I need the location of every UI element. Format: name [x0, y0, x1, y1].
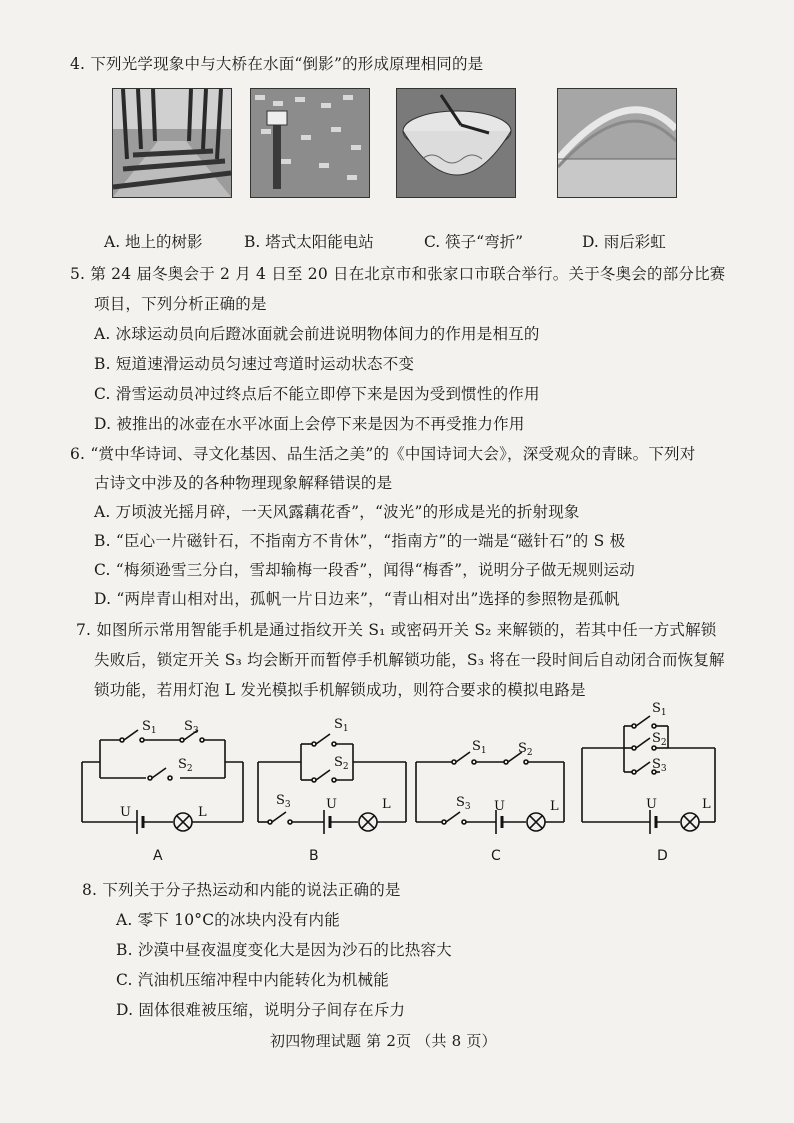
q6-option-c: C. “梅须逊雪三分白，雪却输梅一段香”，闻得“梅香”，说明分子做无规则运动 — [94, 561, 635, 579]
circuit-b-u-label: U — [326, 797, 337, 812]
circuit-a-diagram — [80, 700, 245, 835]
q8-option-a: A. 零下 10°C的冰块内没有内能 — [116, 911, 340, 929]
circuit-a-l-label: L — [198, 805, 207, 820]
photo-chopsticks-bowl — [396, 88, 516, 198]
circuit-b-s1-label: $S_1$ — [334, 717, 349, 734]
q5-option-a: A. 冰球运动员向后蹬冰面就会前进说明物体间力的作用是相互的 — [94, 325, 540, 343]
q5-stem-line1: 5. 第 24 届冬奥会于 2 月 4 日至 20 日在北京市和张家口市联合举行。关于冬奥会的部分比赛 — [70, 265, 726, 283]
photo-rainbow — [557, 88, 677, 198]
q4-option-b: B. 塔式太阳能电站 — [244, 233, 374, 251]
circuit-a-label: A — [153, 848, 163, 864]
circuit-d-s2-label: $S_2$ — [652, 731, 667, 748]
circuit-c-diagram — [414, 700, 569, 835]
circuit-a-s2-label: $S_2$ — [178, 757, 193, 774]
circuit-a-s3-label: $S_3$ — [184, 719, 199, 736]
circuit-d-diagram — [580, 700, 720, 835]
photo-solar-tower — [250, 88, 370, 198]
circuit-c-s1-label: $S_1$ — [472, 739, 487, 756]
q7-stem-line3: 锁功能，若用灯泡 L 发光模拟手机解锁成功，则符合要求的模拟电路是 — [94, 681, 586, 699]
circuit-b-diagram — [256, 700, 411, 835]
q4-option-a: A. 地上的树影 — [104, 233, 203, 251]
circuit-a-s1-label: $S_1$ — [142, 719, 157, 736]
q6-option-d: D. “两岸青山相对出，孤帆一片日边来”，“青山相对出”选择的参照物是孤帆 — [94, 590, 620, 608]
q4-option-c: C. 筷子“弯折” — [424, 233, 524, 251]
q7-stem-line1: 7. 如图所示常用智能手机是通过指纹开关 S₁ 或密码开关 S₂ 来解锁的，若其中任一方式解锁 — [76, 621, 717, 639]
photo-tree-shadows — [112, 88, 232, 198]
circuit-c-l-label: L — [550, 799, 559, 814]
q8-stem: 8. 下列关于分子热运动和内能的说法正确的是 — [82, 881, 401, 899]
circuit-c-u-label: U — [494, 799, 505, 814]
q5-option-b: B. 短道速滑运动员匀速过弯道时运动状态不变 — [94, 355, 415, 373]
circuit-d-s3-label: $S_3$ — [652, 757, 667, 774]
circuit-d-s1-label: $S_1$ — [652, 701, 667, 718]
circuit-b-label: B — [309, 848, 319, 864]
q8-option-c: C. 汽油机压缩冲程中内能转化为机械能 — [116, 971, 389, 989]
q5-stem-line2: 项目，下列分析正确的是 — [94, 295, 267, 313]
circuit-b-l-label: L — [382, 797, 391, 812]
circuit-b-s2-label: $S_2$ — [334, 755, 349, 772]
circuit-b-s3-label: $S_3$ — [276, 793, 291, 810]
q8-option-d: D. 固体很难被压缩，说明分子间存在斥力 — [116, 1001, 406, 1019]
q6-stem-line2: 古诗文中涉及的各种物理现象解释错误的是 — [94, 474, 393, 492]
q7-stem-line2: 失败后，锁定开关 S₃ 均会断开而暂停手机解锁功能，S₃ 将在一段时间后自动闭合而恢复解 — [94, 651, 725, 669]
circuit-c-s2-label: $S_2$ — [518, 741, 533, 758]
q6-stem-line1: 6. “赏中华诗词、寻文化基因、品生活之美”的《中国诗词大会》，深受观众的青睐。下列对 — [70, 445, 696, 463]
q6-option-a: A. 万顷波光摇月碎，一天风露藕花香”，“波光”的形成是光的折射现象 — [94, 503, 580, 521]
page-footer: 初四物理试题 第 2页 （共 8 页） — [270, 1032, 497, 1050]
circuit-c-label: C — [491, 848, 501, 864]
q4-stem: 4. 下列光学现象中与大桥在水面“倒影”的形成原理相同的是 — [70, 55, 484, 73]
q5-option-d: D. 被推出的冰壶在水平冰面上会停下来是因为不再受推力作用 — [94, 415, 525, 433]
circuit-d-l-label: L — [702, 797, 711, 812]
circuit-c-s3-label: $S_3$ — [456, 795, 471, 812]
circuit-a-u-label: U — [120, 805, 131, 820]
circuit-d-u-label: U — [646, 797, 657, 812]
q8-option-b: B. 沙漠中昼夜温度变化大是因为沙石的比热容大 — [116, 941, 452, 959]
circuit-d-label: D — [657, 848, 668, 864]
q6-option-b: B. “臣心一片磁针石，不指南方不肯休”，“指南方”的一端是“磁针石”的 S 极 — [94, 532, 626, 550]
q4-option-d: D. 雨后彩虹 — [582, 233, 666, 251]
q5-option-c: C. 滑雪运动员冲过终点后不能立即停下来是因为受到惯性的作用 — [94, 385, 540, 403]
